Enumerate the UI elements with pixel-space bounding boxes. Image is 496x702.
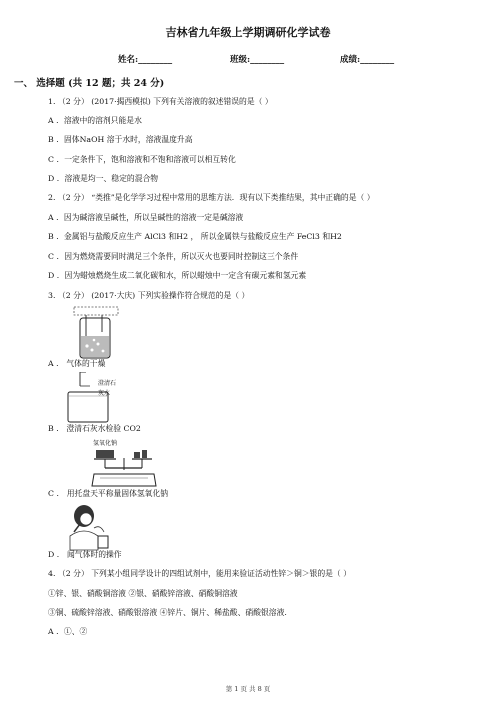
q2-option-c[interactable]: C ．因为燃烧需要同时满足三个条件，所以灭火也要同时控制这三个条件: [48, 252, 299, 261]
question-2-stem: 2. （2 分） “类推”是化学学习过程中常用的思维方法．现有以下类推结果，其中正确的是（ ）: [48, 193, 375, 202]
limewater-label-1: 澄清石: [98, 380, 117, 387]
q2-option-a[interactable]: A ．因为碱溶液呈碱性，所以呈碱性的溶液一定是碱溶液: [48, 213, 244, 222]
exam-title: 吉林省九年级上学期调研化学试卷: [165, 26, 331, 39]
section-heading: 一、 选择题 (共 12 题；共 24 分): [14, 78, 165, 89]
q1-option-c[interactable]: C ．一定条件下，饱和溶液和不饱和溶液可以相互转化: [48, 155, 236, 164]
q3-option-b[interactable]: B ． 澄清石灰水检验 CO2: [48, 424, 141, 433]
q3-option-d[interactable]: D ． 闻气体时的操作: [48, 550, 122, 559]
q4-combo-1: ①锌、银、硝酸铜溶液 ②银、硝酸锌溶液、硝酸铜溶液: [48, 589, 238, 598]
q3-option-c[interactable]: C ． 用托盘天平称量固体氢氧化钠: [48, 489, 169, 498]
question-3-stem: 3. （2 分） (2017·大庆) 下列实验操作符合规范的是（ ）: [48, 291, 250, 300]
sodium-hydroxide-label: 氢氧化钠: [93, 440, 118, 447]
q1-option-a[interactable]: A ．溶液中的溶剂只能是水: [48, 116, 142, 125]
name-field: 姓名:________: [118, 55, 173, 65]
q4-option-a[interactable]: A ．①、②: [48, 627, 88, 636]
smelling-gas-image: [64, 502, 114, 552]
class-field: 班级:________: [230, 55, 285, 65]
q2-option-d[interactable]: D ．因为蜡烛燃烧生成二氧化碳和水，所以蜡烛中一定含有碳元素和氢元素: [48, 271, 307, 280]
q3-option-a[interactable]: A ． 气体的干燥: [48, 359, 106, 368]
gas-drying-bottle-image: [72, 306, 120, 360]
balance-image: [90, 446, 162, 488]
q4-combo-2: ③铜、硫酸锌溶液、硝酸银溶液 ④锌片、铜片、稀盐酸、硝酸银溶液.: [48, 608, 287, 617]
question-4-stem: 4. （2 分） 下列某小组同学设计的四组试剂中，能用来验证活动性锌＞铜＞银的是（ ）: [48, 569, 351, 578]
q1-option-d[interactable]: D ．溶液是均一、稳定的混合物: [48, 174, 159, 183]
page-footer: 第 1 页 共 8 页: [225, 685, 271, 693]
q2-option-b[interactable]: B ．金属铝与盐酸反应生产 AlCl3 和H2 ， 所以金属铁与盐酸反应生产 FeCl3 和H2: [48, 232, 342, 241]
limewater-label-2: 灰水: [98, 390, 111, 397]
score-field: 成绩:________: [340, 55, 395, 65]
question-1-stem: 1. （2 分） (2017·揭西模拟) 下列有关溶液的叙述错误的是（ ）: [48, 97, 273, 106]
q1-option-b[interactable]: B ．固体NaOH 溶于水时，溶液温度升高: [48, 135, 193, 144]
